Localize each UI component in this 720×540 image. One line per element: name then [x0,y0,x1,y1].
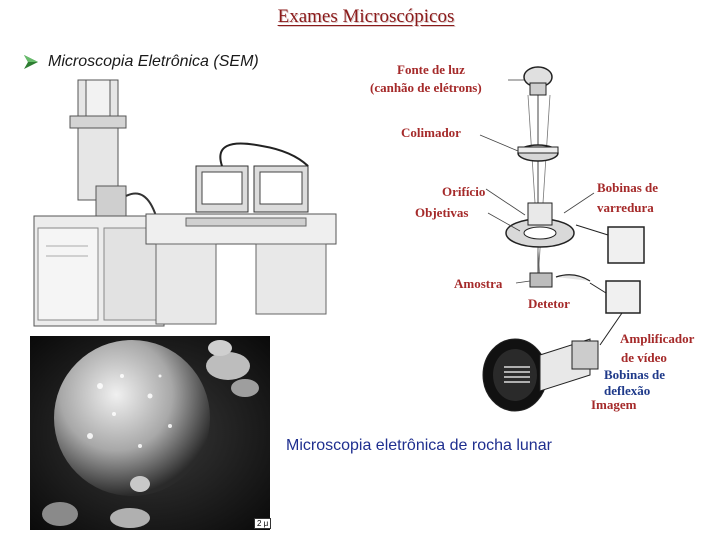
label-scan-coils-2: varredura [597,200,654,215]
label-image: Imagem [591,397,637,412]
label-objectives: Objetivas [415,205,469,220]
label-detector: Detetor [528,296,570,311]
figure-caption: Microscopia eletrônica de rocha lunar [286,437,552,454]
label-deflection-2: deflexão [604,383,651,398]
sem-instrument-photo [26,76,342,342]
label-aperture: Orifício [442,184,486,199]
arrow-bullet-icon [22,53,40,71]
label-amplifier-1: Amplificador [620,331,695,346]
scale-label: 2 μ [254,518,271,529]
lunar-rock-micrograph [30,336,270,530]
bullet-text: Microscopia Eletrônica (SEM) [48,53,259,70]
bullet-item [22,53,259,71]
label-scan-coils-1: Bobinas de [597,180,659,195]
label-electron-gun: (canhão de elétrons) [370,80,482,95]
label-collimator: Colimador [401,125,461,140]
label-sample: Amostra [454,276,503,291]
label-deflection-1: Bobinas de [604,367,666,382]
slide-title: Exames Microscópicos [277,6,455,27]
label-amplifier-2: de vídeo [621,350,667,365]
label-light-source: Fonte de luz [397,62,465,77]
